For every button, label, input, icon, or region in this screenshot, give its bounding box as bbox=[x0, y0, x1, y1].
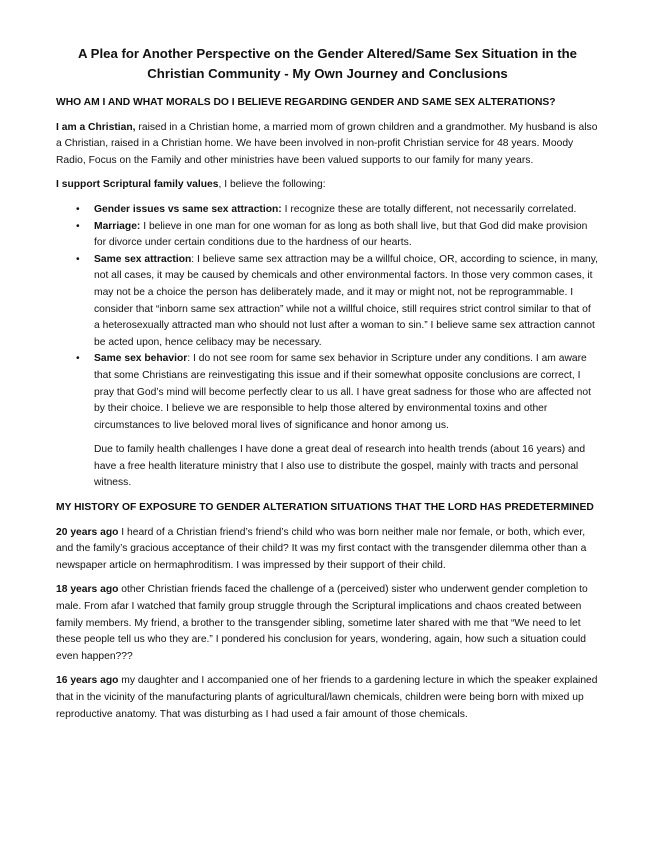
title-line-1: A Plea for Another Perspective on the Gender Altered/Same Sex Situation in the bbox=[77, 46, 578, 61]
intro-text: raised in a Christian home, a married mom of grown children and a grandmother. My husband is also a Christian, raised in a Christian home. We have been involved in non-profit Christian service for 48 years. Moody Radio, Focus on the Family and other ministries have been valued supports to our family for many years. bbox=[56, 121, 598, 166]
health-paragraph: Due to family health challenges I have done a great deal of research into health trends (about 16 years) and have a free health literature ministry that I also use to distribute the gospel, mainly with tracts and personal witness. bbox=[94, 444, 586, 489]
intro-bold: I am a Christian, bbox=[56, 121, 136, 133]
history-paragraph bbox=[56, 582, 599, 665]
title-line-2: Christian Community - My Own Journey and Conclusions bbox=[147, 65, 508, 81]
list-item bbox=[56, 351, 599, 434]
list-item bbox=[56, 252, 599, 352]
bullet-dot: • bbox=[76, 253, 80, 265]
bullet-dot: • bbox=[76, 220, 80, 232]
bullet-text: I recognize these are totally different, not necessarily correlated. bbox=[281, 203, 577, 215]
bullet-text: I believe in one man for one woman for as long as both shall live, but that God did make provision for divorce under certain conditions due to the hardness of our hearts. bbox=[94, 220, 588, 249]
bullet-bold: Marriage: bbox=[94, 220, 141, 232]
history-paragraph bbox=[56, 673, 599, 723]
support-paragraph bbox=[56, 177, 599, 194]
document-title bbox=[56, 44, 599, 83]
bullet-dot: • bbox=[76, 353, 80, 365]
history-bold: 16 years ago bbox=[56, 675, 119, 687]
history-bold: 18 years ago bbox=[56, 584, 119, 596]
intro-paragraph bbox=[56, 120, 599, 170]
history-bold: 20 years ago bbox=[56, 526, 119, 538]
history-text: my daughter and I accompanied one of her friends to a gardening lecture in which the speaker explained that in the vicinity of the manufacturing plants of agricultural/lawn chemicals, children were being born with mixed up reproductive anatomy. That was disturbing as I had used a fair amount of those chemicals. bbox=[56, 675, 598, 720]
bullet-bold: Same sex attraction bbox=[94, 253, 192, 265]
history-text: other Christian friends faced the challenge of a (perceived) sister who underwent gender completion to male. From afar I watched that family group struggle through the Scriptural implications and chaos created between family members. My friend, a brother to the transgender sibling, sometime later shared with me that “We need to let these people tell us who they are.” I pondered his conclusion for years, wondering, again, how such a situation could even happen??? bbox=[56, 584, 588, 662]
history-text: I heard of a Christian friend’s friend’s child who was born neither male nor female, or both, which ever, and the family’s gracious acceptance of their child? It was my first contact with the transgender dilemma other than a newspaper article on hermaphroditism. I was impressed by their support of their child. bbox=[56, 526, 587, 571]
list-item bbox=[56, 202, 599, 219]
section-heading-beliefs: WHO AM I AND WHAT MORALS DO I BELIEVE REGARDING GENDER AND SAME SEX ALTERATIONS? bbox=[56, 97, 556, 108]
bullet-bold: Same sex behavior bbox=[94, 353, 188, 365]
section-heading-history: MY HISTORY OF EXPOSURE TO GENDER ALTERATION SITUATIONS THAT THE LORD HAS PREDETERMINED bbox=[56, 502, 594, 514]
history-paragraph bbox=[56, 525, 599, 575]
bullet-text: : I believe same sex attraction may be a willful choice, OR, according to science, in many, not all cases, it may be caused by chemicals and other environmental factors. In those very common cases, it may not be a choice the person has deliberately made, and it may or might not, not be reprogrammable. I consider that “inborn same sex attraction” while not a willful choice, still requires strict control similar to that of a heterosexually attracted man who should not lust after a woman to sin.” I believe same sex attraction cannot be acted upon, hence celibacy may be necessary. bbox=[94, 253, 599, 348]
bullet-bold: Gender issues vs same sex attraction: bbox=[94, 203, 282, 215]
bullet-text: : I do not see room for same sex behavior in Scripture under any conditions. I am aware that some Christians are reinvestigating this issue and if their somewhat opposite conclusions are correct, I pray that God’s mind will become perfectly clear to us all. I have great sadness for those who are affected not by their choice. I believe we are responsible to help those altered by environmental toxins and other circumstances to live beloved moral lives of significance and honor among us. bbox=[94, 353, 591, 431]
list-item bbox=[56, 219, 599, 252]
support-bold: I support Scriptural family values bbox=[56, 179, 219, 191]
beliefs-list bbox=[56, 202, 599, 434]
support-text: , I believe the following: bbox=[218, 179, 326, 191]
bullet-dot: • bbox=[76, 203, 80, 215]
